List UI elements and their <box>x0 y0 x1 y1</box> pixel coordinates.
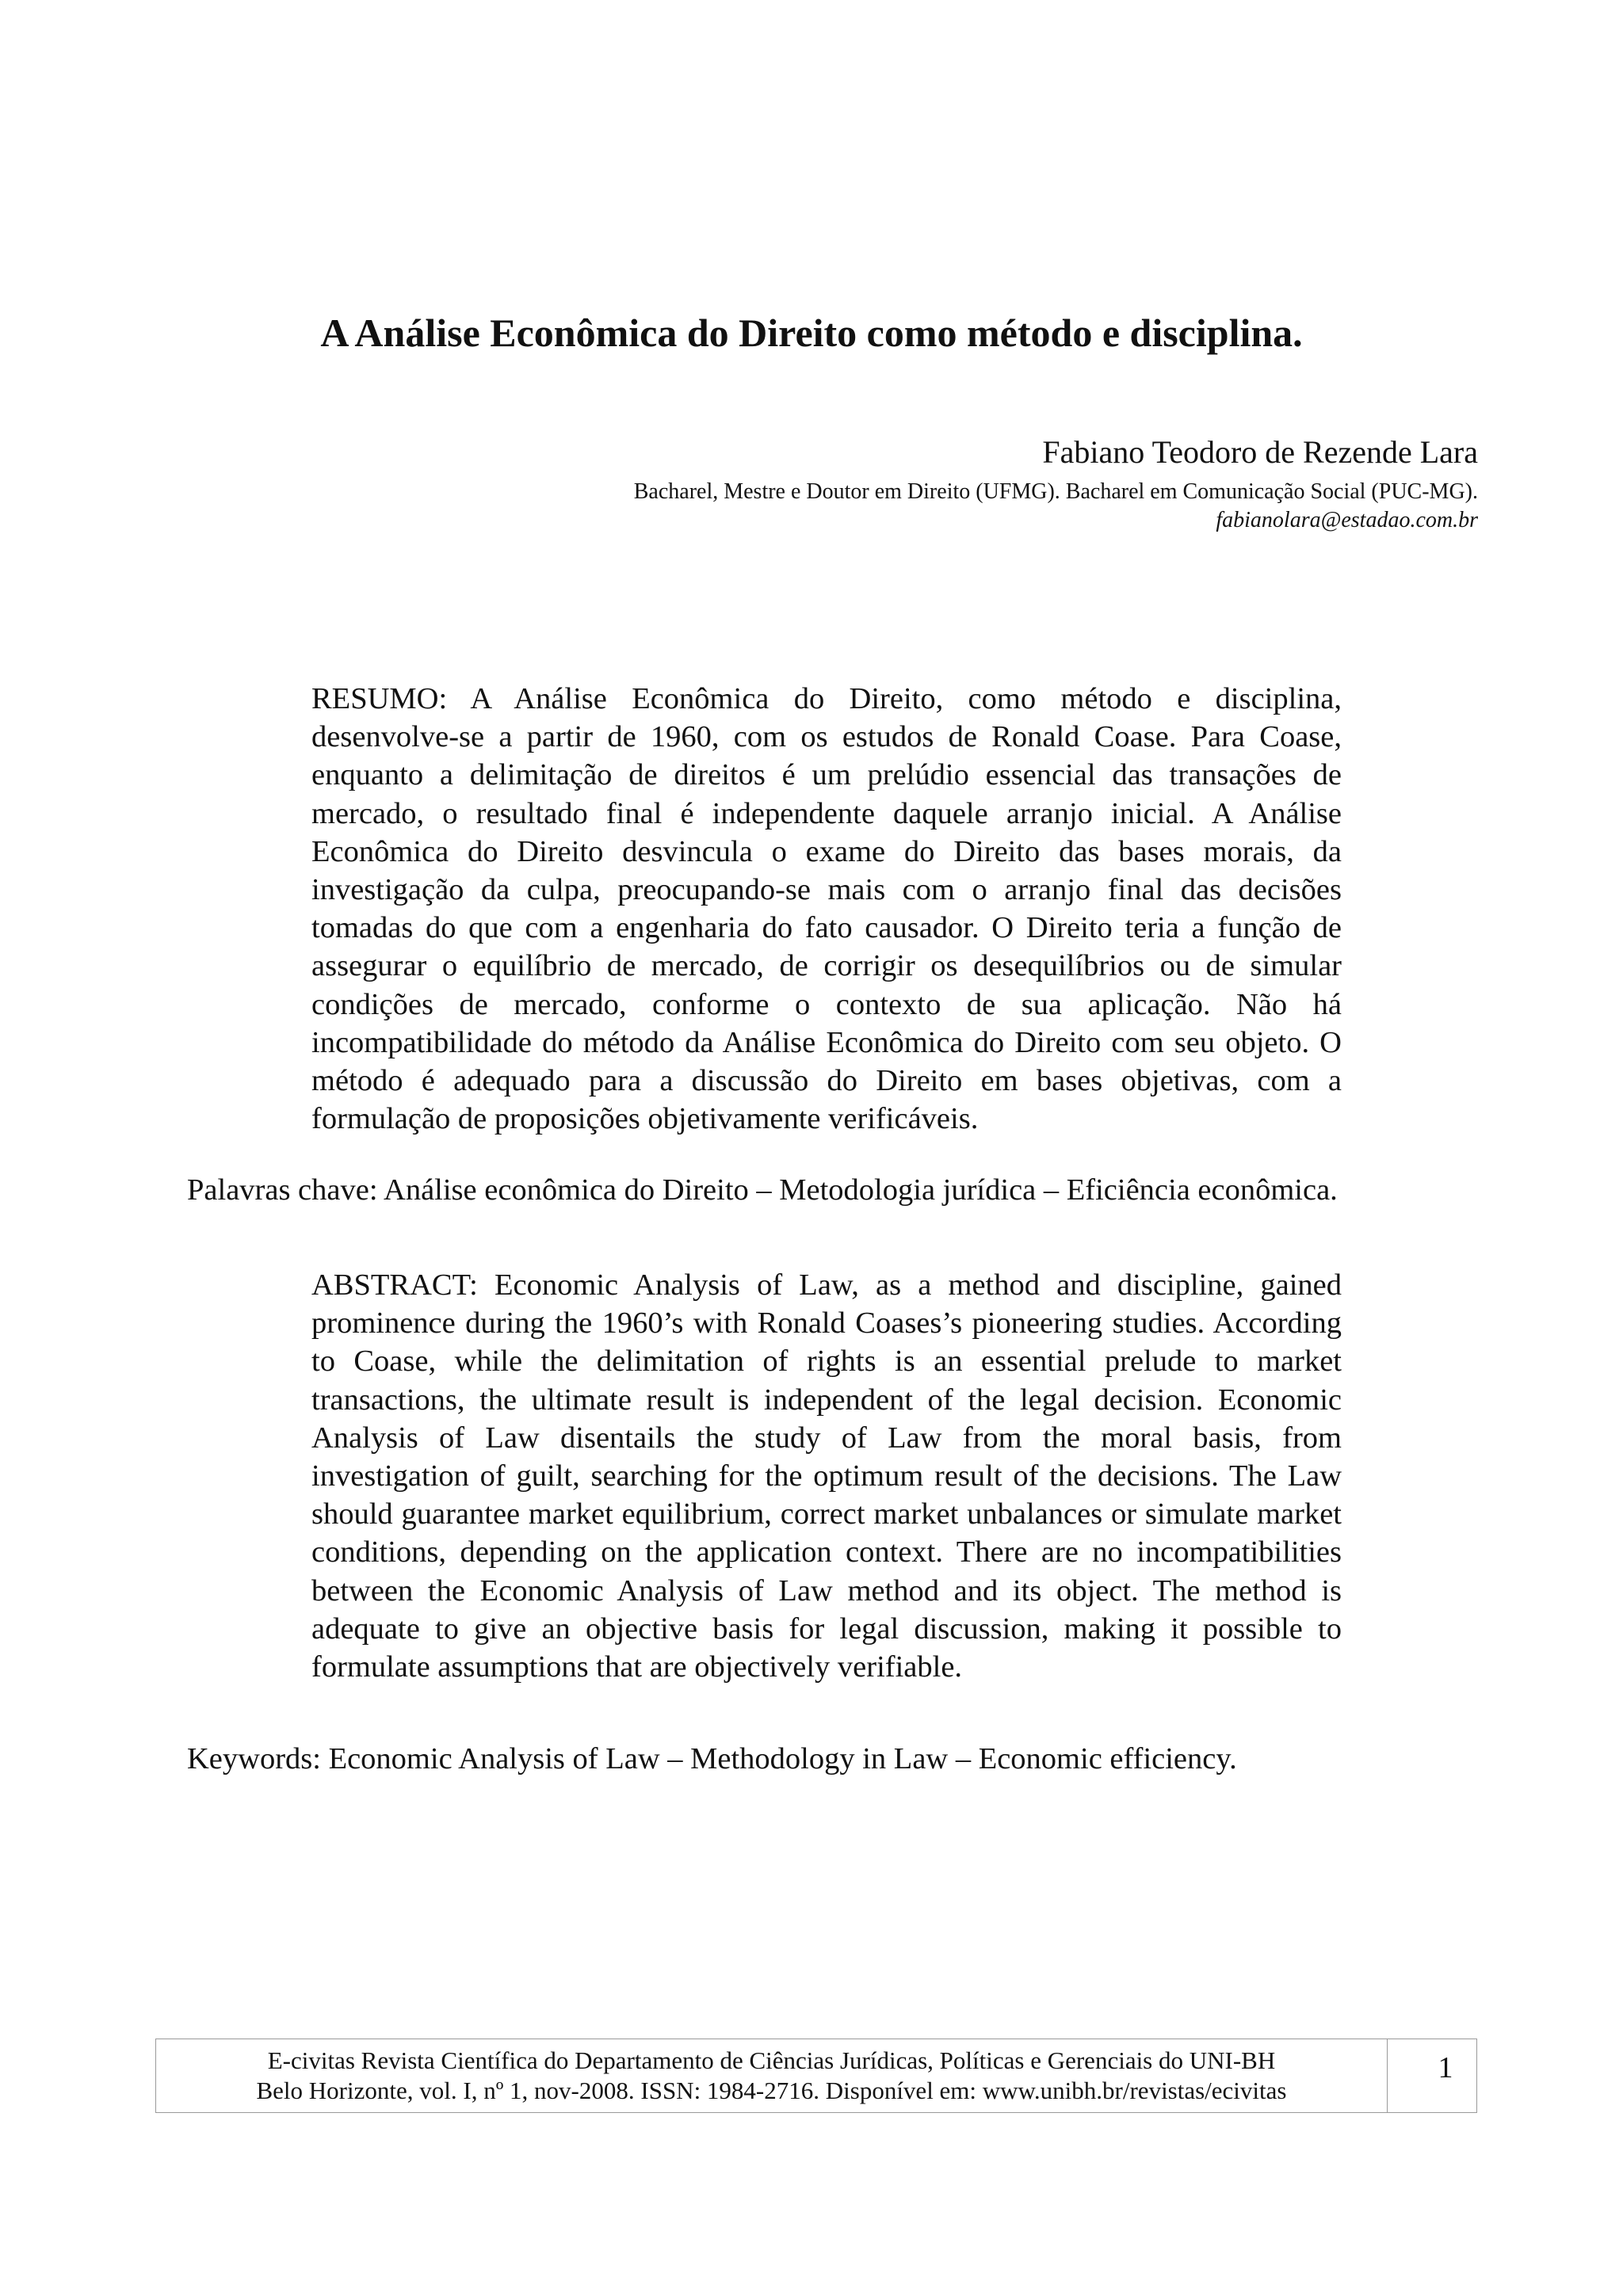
palavras-chave: Palavras chave: Análise econômica do Direito – Metodologia jurídica – Eficiência econômica. <box>187 1173 1338 1207</box>
page-number: 1 <box>1438 2051 1453 2084</box>
footer-line-2: Belo Horizonte, vol. I, nº 1, nov-2008. ISSN: 1984-2716. Disponível em: www.unibh.br/revistas/ecivitas <box>256 2077 1287 2104</box>
author-block <box>131 432 1478 535</box>
author-affiliation: Bacharel, Mestre e Doutor em Direito (UFMG). Bacharel em Comunicação Social (PUC-MG). <box>633 479 1478 504</box>
abstract-paragraph: ABSTRACT: Economic Analysis of Law, as a method and discipline, gained prominence during the 1960’s with Ronald Coases’s pioneering studies. According to Coase, while the delimitation of rights is an essential prelude to market transactions, the ultimate result is independent of the legal decision. Economic Analysis of Law disentails the study of Law from the moral basis, from investigation of guilt, searching for the optimum result of the decisions. The Law should guarantee market equilibrium, correct market unbalances or simulate market conditions, depending on the application context. There are no incompatibilities between the Economic Analysis of Law method and its object. The method is adequate to give an objective basis for legal discussion, making it possible to formulate assumptions that are objectively verifiable. <box>311 1268 1342 1684</box>
paper-title: A Análise Econômica do Direito como método e disciplina. <box>320 311 1303 355</box>
resumo-paragraph: RESUMO: A Análise Econômica do Direito, como método e disciplina, desenvolve-se a partir de 1960, com os estudos de Ronald Coase. Para Coase, enquanto a delimitação de direitos é um prelúdio essencial das transações de mercado, o resultado final é independente daquele arranjo inicial. A Análise Econômica do Direito desvincula o exame do Direito das bases morais, da investigação da culpa, preocupando-se mais com o arranjo final das decisões tomadas do que com a engenharia do fato causador. O Direito teria a função de assegurar o equilíbrio de mercado, de corrigir os desequilíbrios ou de simular condições de mercado, conforme o contexto de sua aplicação. Não há incompatibilidade do método da Análise Econômica do Direito com seu objeto. O método é adequado para a discussão do Direito em bases objetivas, com a formulação de proposições objetivamente verificáveis. <box>311 682 1342 1136</box>
footer-line-1: E-civitas Revista Científica do Departamento de Ciências Jurídicas, Políticas e Gerenciais do UNI-BH <box>267 2046 1276 2074</box>
keywords: Keywords: Economic Analysis of Law – Methodology in Law – Economic efficiency. <box>187 1742 1237 1775</box>
footer-box <box>155 2039 1477 2113</box>
author-name: Fabiano Teodoro de Rezende Lara <box>1042 434 1478 470</box>
footer-citation <box>156 2039 1388 2112</box>
author-email: fabianolara@estadao.com.br <box>1216 508 1478 532</box>
